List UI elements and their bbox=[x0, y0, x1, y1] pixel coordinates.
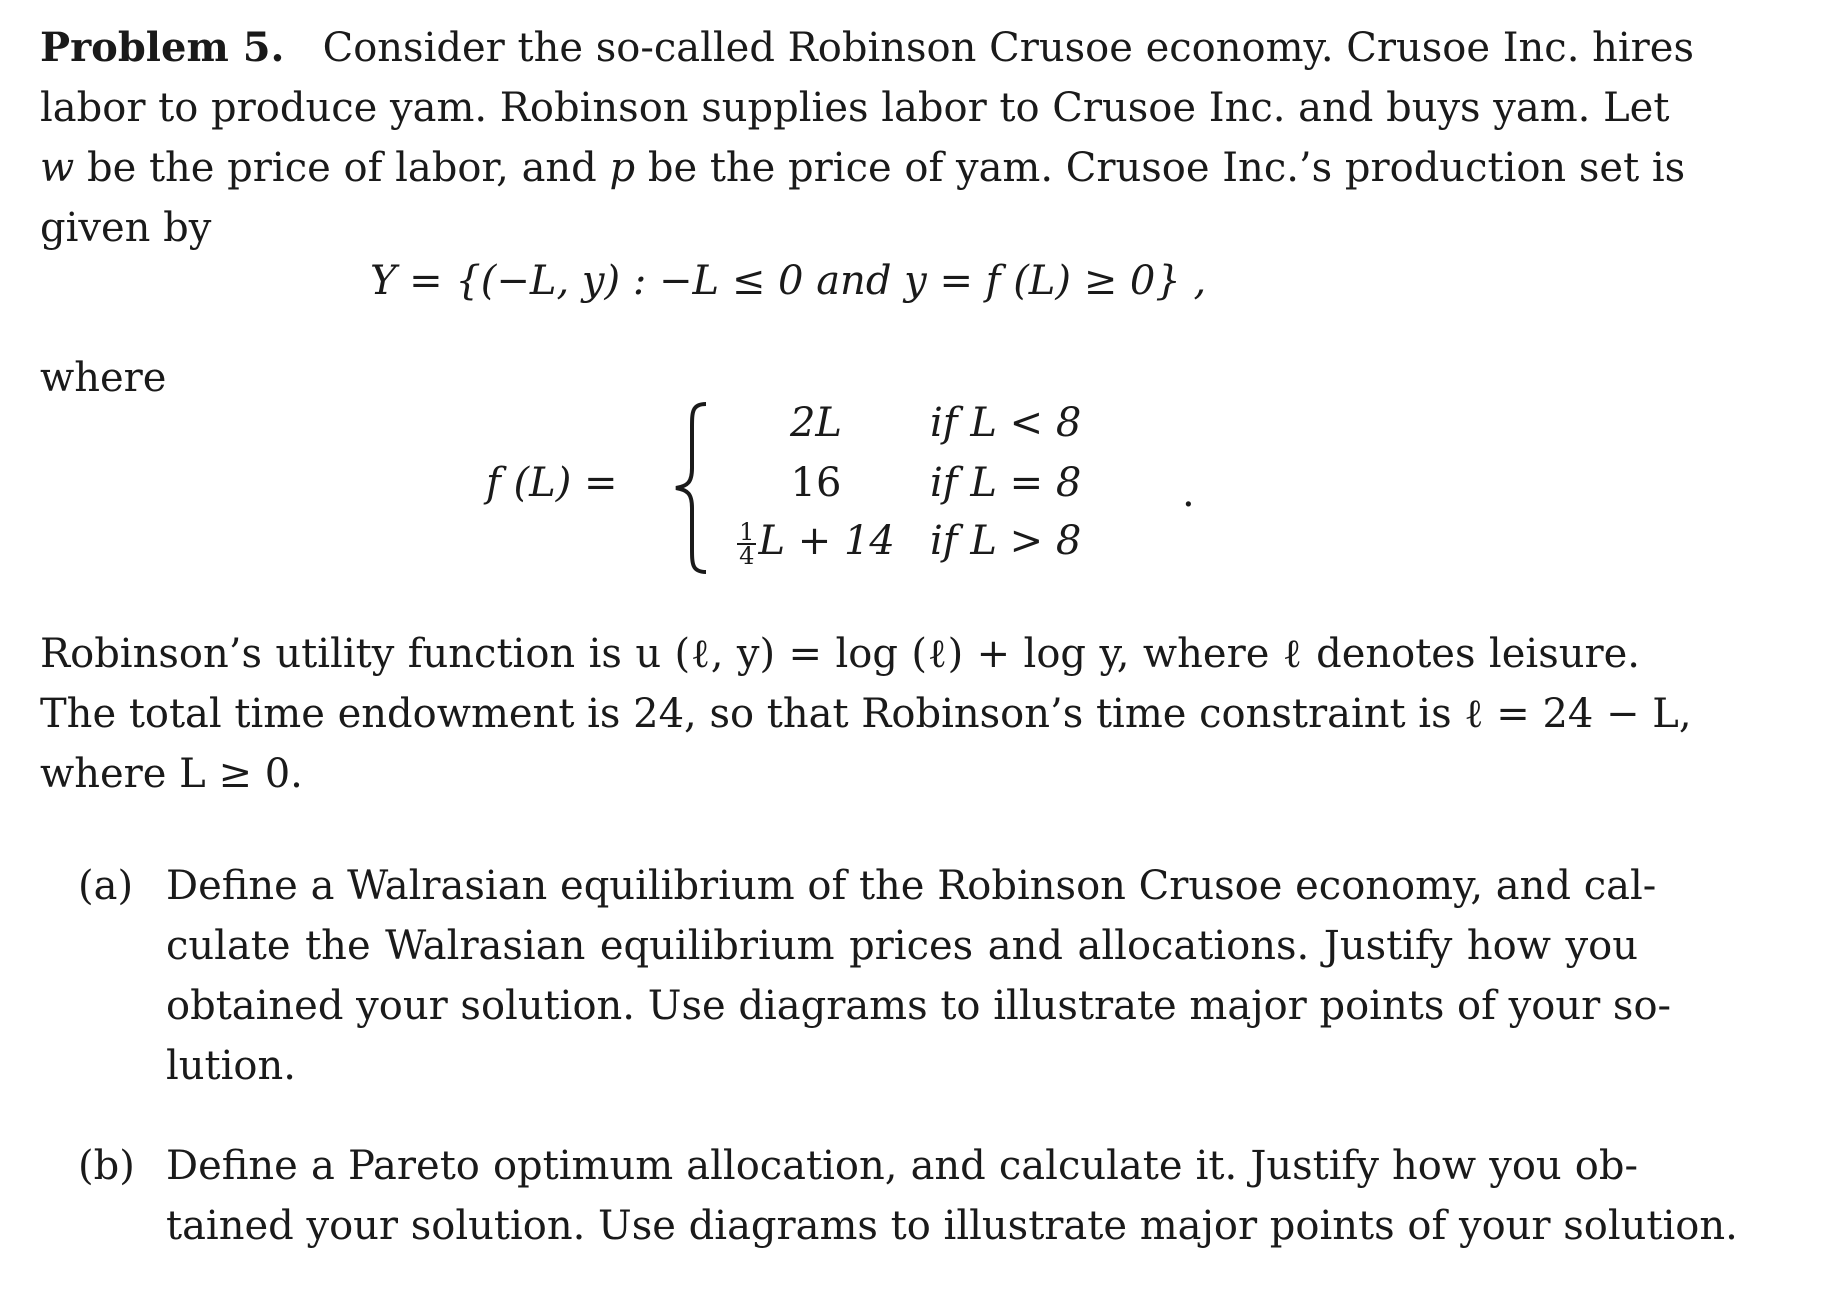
part-a-line-1: Define a Walrasian equilibrium of the Robinson Crusoe economy, and cal- bbox=[166, 863, 1657, 909]
part-a-line-4: lution. bbox=[166, 1043, 296, 1089]
fraction-one-quarter bbox=[737, 518, 756, 570]
fraction-numerator: 1 bbox=[739, 518, 755, 546]
piecewise-function bbox=[470, 390, 1230, 590]
part-a-line-2: culate the Walrasian equilibrium prices and allocations. Justify how you bbox=[166, 923, 1638, 969]
case-3-condition: if L > 8 bbox=[930, 518, 1082, 564]
var-p: p bbox=[609, 145, 636, 191]
left-brace-icon bbox=[666, 398, 726, 578]
case-1-condition: if L < 8 bbox=[930, 400, 1082, 446]
fraction-denominator: 4 bbox=[739, 542, 755, 570]
part-a-label: (a) bbox=[78, 863, 134, 909]
production-set-equation: Y = {(−L, y) : −L ≤ 0 and y = f (L) ≥ 0} , bbox=[370, 258, 1207, 304]
var-w: w bbox=[40, 145, 75, 191]
part-a-body bbox=[166, 856, 1672, 1096]
f-lhs: f (L) = bbox=[486, 460, 618, 506]
part-b-line-2: tained your solution. Use diagrams to illustrate major points of your solution. bbox=[166, 1203, 1738, 1249]
case-3-expression: L + 14 bbox=[758, 518, 895, 564]
equation-period: . bbox=[1182, 470, 1195, 516]
part-b-body bbox=[166, 1136, 1738, 1256]
utility-paragraph bbox=[40, 624, 1692, 804]
case-2-condition: if L = 8 bbox=[930, 460, 1082, 506]
intro-paragraph bbox=[40, 18, 1694, 258]
utility-line-1: Robinson’s utility function is u (ℓ, y) = log (ℓ) + log y, where ℓ denotes leisure. bbox=[40, 631, 1640, 677]
part-b-line-1: Define a Pareto optimum allocation, and calculate it. Justify how you ob- bbox=[166, 1143, 1638, 1189]
where-text: where bbox=[40, 355, 167, 401]
case-3-value bbox=[726, 518, 906, 570]
intro-line-3-mid: be the price of labor, and bbox=[74, 145, 610, 191]
problem-heading: Problem 5. bbox=[40, 24, 285, 71]
part-b-label: (b) bbox=[78, 1143, 135, 1189]
intro-line-4: given by bbox=[40, 205, 212, 251]
intro-line-2: labor to produce yam. Robinson supplies labor to Crusoe Inc. and buys yam. Let bbox=[40, 85, 1670, 131]
case-1-value: 2L bbox=[789, 400, 842, 446]
intro-line-3-end: be the price of yam. Crusoe Inc.’s production set is bbox=[635, 145, 1686, 191]
intro-line-1 bbox=[40, 18, 1694, 78]
intro-line-3 bbox=[40, 138, 1686, 198]
case-2-value: 16 bbox=[790, 460, 842, 506]
part-a-line-3: obtained your solution. Use diagrams to illustrate major points of your so- bbox=[166, 983, 1672, 1029]
intro-text-1: Consider the so-called Robinson Crusoe economy. Crusoe Inc. hires bbox=[322, 25, 1694, 71]
utility-line-3: where L ≥ 0. bbox=[40, 751, 303, 797]
utility-line-2: The total time endowment is 24, so that Robinson’s time constraint is ℓ = 24 − L, bbox=[40, 691, 1692, 737]
